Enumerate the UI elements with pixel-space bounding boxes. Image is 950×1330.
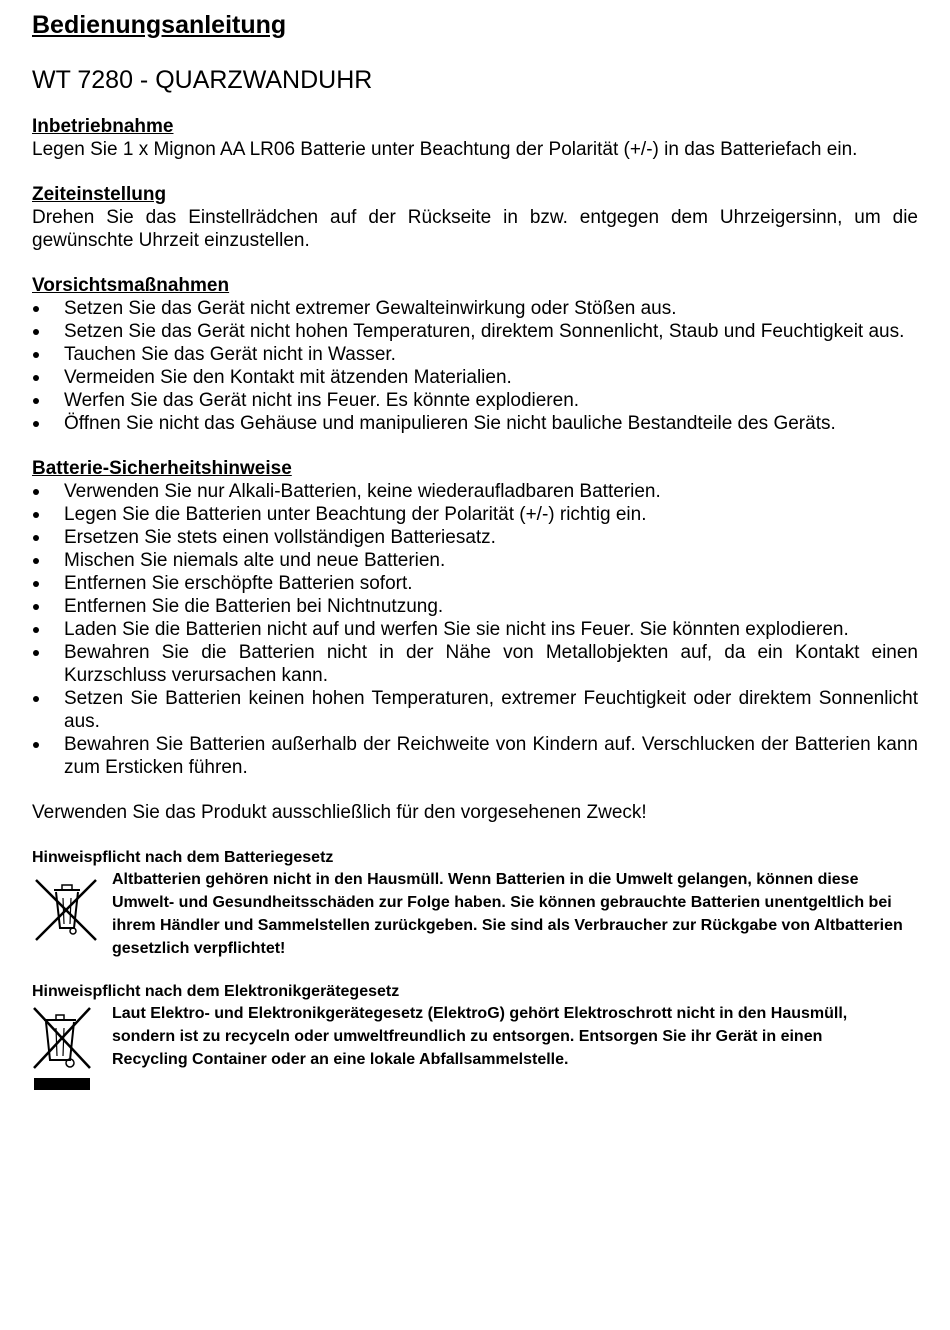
list-item: Bewahren Sie Batterien außerhalb der Reichweite von Kindern auf. Verschlucken der Batterien kann zum Ersticken führen. — [32, 733, 918, 779]
list-item: Entfernen Sie die Batterien bei Nichtnutzung. — [32, 595, 918, 618]
notice-row-battery-law — [32, 868, 918, 960]
section-heading-precautions: Vorsichtsmaßnahmen — [32, 275, 230, 296]
section-precautions — [32, 274, 918, 435]
list-item: Vermeiden Sie den Kontakt mit ätzenden Materialien. — [32, 366, 918, 389]
list-item: Werfen Sie das Gerät nicht ins Feuer. Es könnte explodieren. — [32, 389, 918, 412]
closing-note: Verwenden Sie das Produkt ausschließlich für den vorgesehenen Zweck! — [32, 802, 647, 823]
list-item: Bewahren Sie die Batterien nicht in der Nähe von Metallobjekten auf, da ein Kontakt einen Kurzschluss verursachen kann. — [32, 641, 918, 687]
section-time-setting — [32, 183, 918, 252]
notice-battery-law — [32, 847, 918, 960]
notice-electronics-law — [32, 981, 918, 1071]
list-item: Tauchen Sie das Gerät nicht in Wasser. — [32, 343, 918, 366]
notice-text-battery-law: Altbatterien gehören nicht in den Hausmüll. Wenn Batterien in die Umwelt gelangen, können diese Umwelt- und Gesundheitsschäden zur Folge haben. Sie können gebrauchte Batterien unentgeltlich bei ihrem Händler und Sammelstellen zurückgeben. Sie sind als Verbraucher zur Rückgabe von Altbatterien gesetzlich verpflichtet! — [112, 871, 903, 957]
list-item: Setzen Sie das Gerät nicht hohen Temperaturen, direktem Sonnenlicht, Staub und Feuchtigkeit aus. — [32, 320, 918, 343]
section-battery-safety — [32, 457, 918, 779]
list-item: Setzen Sie das Gerät nicht extremer Gewalteinwirkung oder Stößen aus. — [32, 297, 918, 320]
section-heading-battery-safety: Batterie-Sicherheitshinweise — [32, 458, 292, 479]
list-item: Setzen Sie Batterien keinen hohen Temperaturen, extremer Feuchtigkeit oder direktem Sonnenlicht aus. — [32, 687, 918, 733]
manual-page — [32, 8, 918, 1071]
section-text-time-setting: Drehen Sie das Einstellrädchen auf der Rückseite in bzw. entgegen dem Uhrzeigersinn, um die gewünschte Uhrzeit einzustellen. — [32, 207, 918, 251]
section-text-setup: Legen Sie 1 x Mignon AA LR06 Batterie unter Beachtung der Polarität (+/-) in das Batteriefach ein. — [32, 139, 858, 160]
list-item: Ersetzen Sie stets einen vollständigen Batteriesatz. — [32, 526, 918, 549]
section-setup — [32, 115, 918, 161]
section-heading-time-setting: Zeiteinstellung — [32, 184, 167, 205]
precautions-list — [32, 297, 918, 435]
list-item: Verwenden Sie nur Alkali-Batterien, keine wiederaufladbaren Batterien. — [32, 480, 918, 503]
list-item: Entfernen Sie erschöpfte Batterien sofort. — [32, 572, 918, 595]
notice-text-electronics-law: Laut Elektro- und Elektronikgerätegesetz (ElektroG) gehört Elektroschrott nicht in den Hausmüll, sondern ist zu recyceln oder umweltfreundlich zu entsorgen. Entsorgen Sie ihr Gerät in einen Recycling Container oder an eine lokale Abfallsammelstelle. — [112, 1005, 848, 1068]
list-item: Öffnen Sie nicht das Gehäuse und manipulieren Sie nicht bauliche Bestandteile des Geräts. — [32, 412, 918, 435]
list-item: Legen Sie die Batterien unter Beachtung der Polarität (+/-) richtig ein. — [32, 503, 918, 526]
battery-safety-list — [32, 480, 918, 779]
list-item: Laden Sie die Batterien nicht auf und werfen Sie sie nicht ins Feuer. Sie könnten explodieren. — [32, 618, 918, 641]
notice-row-electronics-law — [32, 1002, 918, 1071]
product-title: WT 7280 - QUARZWANDUHR — [32, 66, 373, 94]
notice-heading-battery-law: Hinweispflicht nach dem Batteriegesetz — [32, 849, 334, 866]
notice-heading-electronics-law: Hinweispflicht nach dem Elektronikgerätegesetz — [32, 983, 400, 1000]
section-heading-setup: Inbetriebnahme — [32, 116, 174, 137]
document-title: Bedienungsanleitung — [32, 11, 287, 39]
list-item: Mischen Sie niemals alte und neue Batterien. — [32, 549, 918, 572]
